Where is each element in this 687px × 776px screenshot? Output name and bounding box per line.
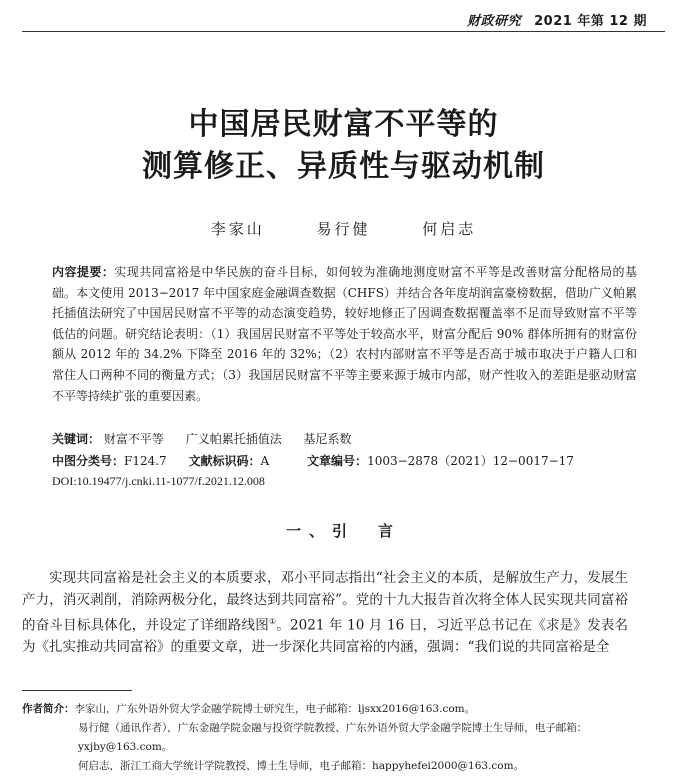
article-no-value: 1003−2878（2021）12−0017−17 <box>367 454 574 468</box>
body-text-part-2: 。2021 年 10 月 16 日，习近平总书记在《求是》发表名为《扎实推动共同富裕》的重要文章，进一步深化共同富裕的内涵，强调：“我们说的共同富裕是全 <box>22 617 629 655</box>
keyword: 广义帕累托插值法 <box>185 432 282 446</box>
keyword: 基尼系数 <box>303 432 352 446</box>
doc-code-value: A <box>260 454 270 468</box>
issue-label: 2021 年第 12 期 <box>534 14 647 29</box>
footnote-entry <box>22 700 642 719</box>
body-paragraph <box>22 568 628 659</box>
keywords-label: 关键词： <box>52 432 101 446</box>
footnote-ref: ① <box>268 617 277 626</box>
keywords <box>52 430 637 448</box>
abstract <box>52 262 637 406</box>
title-line-1: 中国居民财富不平等的 <box>188 107 499 142</box>
classification-line <box>52 452 637 470</box>
doi: DOI:10.19477/j.cnki.11-1077/f.2021.12.008 <box>52 474 265 488</box>
author-name: 易行健 <box>316 220 371 238</box>
journal-name: 财政研究 <box>467 14 522 29</box>
footnote-rule <box>22 690 132 691</box>
clc-label: 中图分类号： <box>52 454 125 468</box>
abstract-text: 实现共同富裕是中华民族的奋斗目标，如何较为准确地测度财富不平等是改善财富分配格局的基础。本文使用 2013−2017 年中国家庭金融调查数据（CHFS）并结合各年度胡润富豪榜数据，借助广义帕累托插值法研究了中国居民财富不平等的动态演变趋势，较好地修正了因调查数据覆盖率不足而导致财富不平等低估的问题。研究结论表明：（1）我国居民财富不平等处于较高水平，财富分配后 90% 群体所拥有的财富份额从 2012 年的 34.2% 下降至 2016 年的 32%；（2）农村内部财富不平等是否高于城市取决于户籍人口和常住人口两种不同的衡量方式；（3）我国居民财富不平等主要来源于城市内部，财产性收入的差距是驱动财富不平等持续扩张的重要因素。 <box>52 265 637 403</box>
footnote-entry: 易行健（通讯作者），广东金融学院金融与投资学院教授、广东外语外贸大学金融学院博士生导师，电子邮箱：yxjby@163.com。 <box>78 722 588 753</box>
body-text-part-1: 实现共同富裕是社会主义的本质要求，邓小平同志指出“社会主义的本质，是解放生产力，发展生产力，消灭剥削，消除两极分化，最终达到共同富裕”。党的十九大报告首次将全体人民实现共同富裕的奋斗目标具体化，并设定了详细路线图 <box>22 570 628 634</box>
clc-value: F124.7 <box>124 454 167 468</box>
author-name: 何启志 <box>422 220 477 238</box>
author-name: 李家山 <box>210 220 265 238</box>
author-footnotes <box>22 700 642 776</box>
author-list <box>0 218 687 239</box>
header-rule <box>22 31 665 32</box>
keyword: 财富不平等 <box>103 432 164 446</box>
title-line-2: 测算修正、异质性与驱动机制 <box>142 149 545 184</box>
footnote-text: 李家山，广东外语外贸大学金融学院博士研究生，电子邮箱：ljsxx2016@163.com。 <box>74 703 476 715</box>
article-no-label: 文章编号： <box>307 454 368 468</box>
running-head <box>467 10 647 29</box>
footnote-entry: 何启志，浙江工商大学统计学院教授、博士生导师，电子邮箱：happyhefei2000@163.com。 <box>78 760 525 772</box>
doc-code-label: 文献标识码： <box>188 454 261 468</box>
paper-title <box>0 104 687 188</box>
section-heading: 一、引 言 <box>285 522 401 540</box>
abstract-label: 内容提要： <box>52 265 115 279</box>
footnote-label: 作者简介： <box>22 703 75 715</box>
